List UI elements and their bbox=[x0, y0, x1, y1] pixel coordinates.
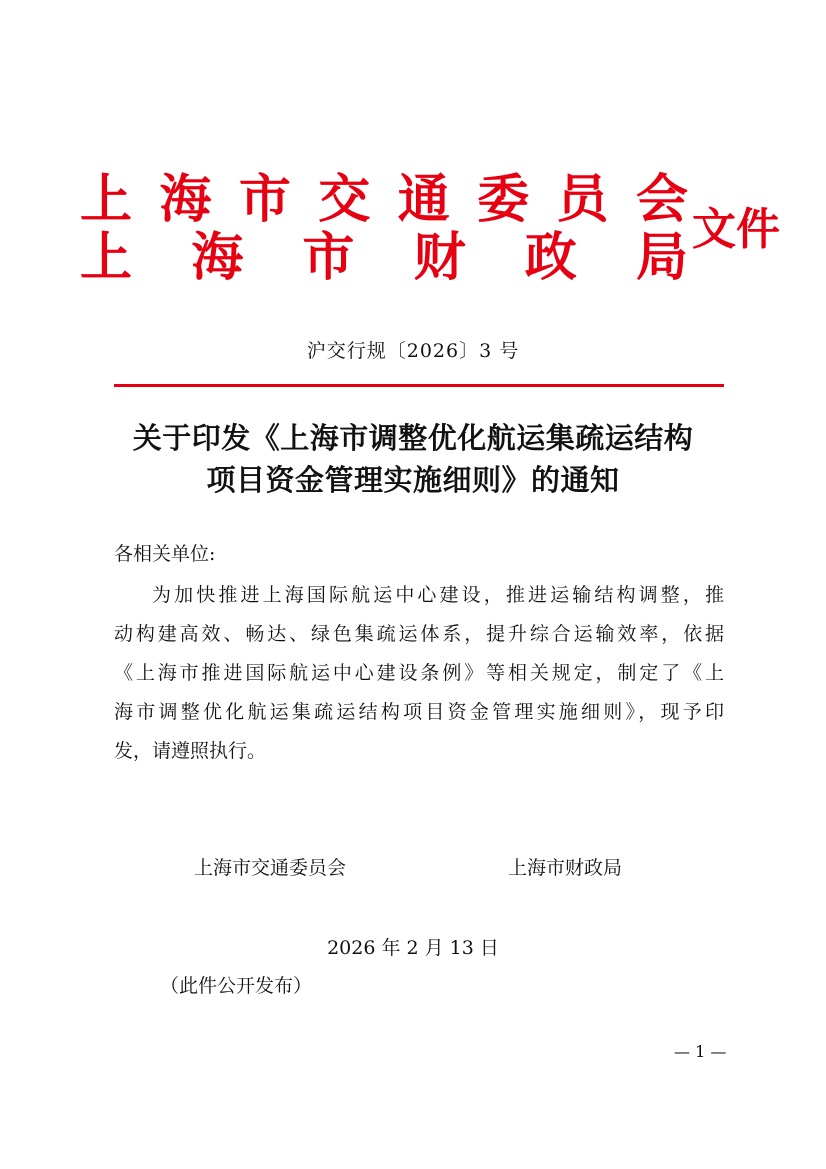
body-line: 动构建高效、畅达、绿色集疏运体系，提升综合运输效率，依据 bbox=[114, 623, 724, 645]
signature-issuer-2: 上海市财政局 bbox=[508, 857, 623, 879]
disclosure-note: （此件公开发布） bbox=[160, 975, 313, 997]
masthead-char: 上 bbox=[80, 228, 133, 288]
document-title-line-2: 项目资金管理实施细则》的通知 bbox=[206, 463, 620, 497]
masthead-char: 委 bbox=[477, 170, 530, 230]
masthead-char: 海 bbox=[159, 170, 212, 230]
masthead-char: 海 bbox=[191, 228, 244, 288]
masthead-char: 政 bbox=[524, 228, 577, 288]
body-line: 为加快推进上海国际航运中心建设，推进运输结构调整，推 bbox=[152, 584, 724, 606]
body-line: 海市调整优化航运集疏运结构项目资金管理实施细则》，现予印 bbox=[114, 701, 724, 723]
masthead-char: 会 bbox=[635, 170, 688, 230]
masthead-char: 市 bbox=[302, 228, 355, 288]
masthead-issuer-1 bbox=[80, 168, 688, 232]
masthead-char: 局 bbox=[635, 228, 688, 288]
masthead-char: 员 bbox=[556, 170, 609, 230]
document-number: 沪交行规〔2026〕3 号 bbox=[306, 340, 520, 362]
body-line: 发，请遵照执行。 bbox=[114, 740, 267, 762]
document-date: 2026 年 2 月 13 日 bbox=[327, 937, 499, 959]
masthead-char: 市 bbox=[238, 170, 291, 230]
masthead-suffix: 文件 bbox=[692, 204, 780, 255]
masthead-char: 交 bbox=[318, 170, 371, 230]
document-title-line-1: 关于印发《上海市调整优化航运集疏运结构 bbox=[132, 421, 694, 455]
signature-issuer-1: 上海市交通委员会 bbox=[194, 857, 347, 879]
salutation: 各相关单位: bbox=[114, 543, 216, 565]
masthead-char: 上 bbox=[80, 170, 133, 230]
masthead-issuer-2 bbox=[80, 226, 688, 290]
red-divider bbox=[114, 384, 724, 387]
body-line: 《上海市推进国际航运中心建设条例》等相关规定，制定了《上 bbox=[114, 662, 724, 684]
page-number: — 1 — bbox=[674, 1042, 727, 1061]
masthead-char: 通 bbox=[397, 170, 450, 230]
masthead-char: 财 bbox=[413, 228, 466, 288]
